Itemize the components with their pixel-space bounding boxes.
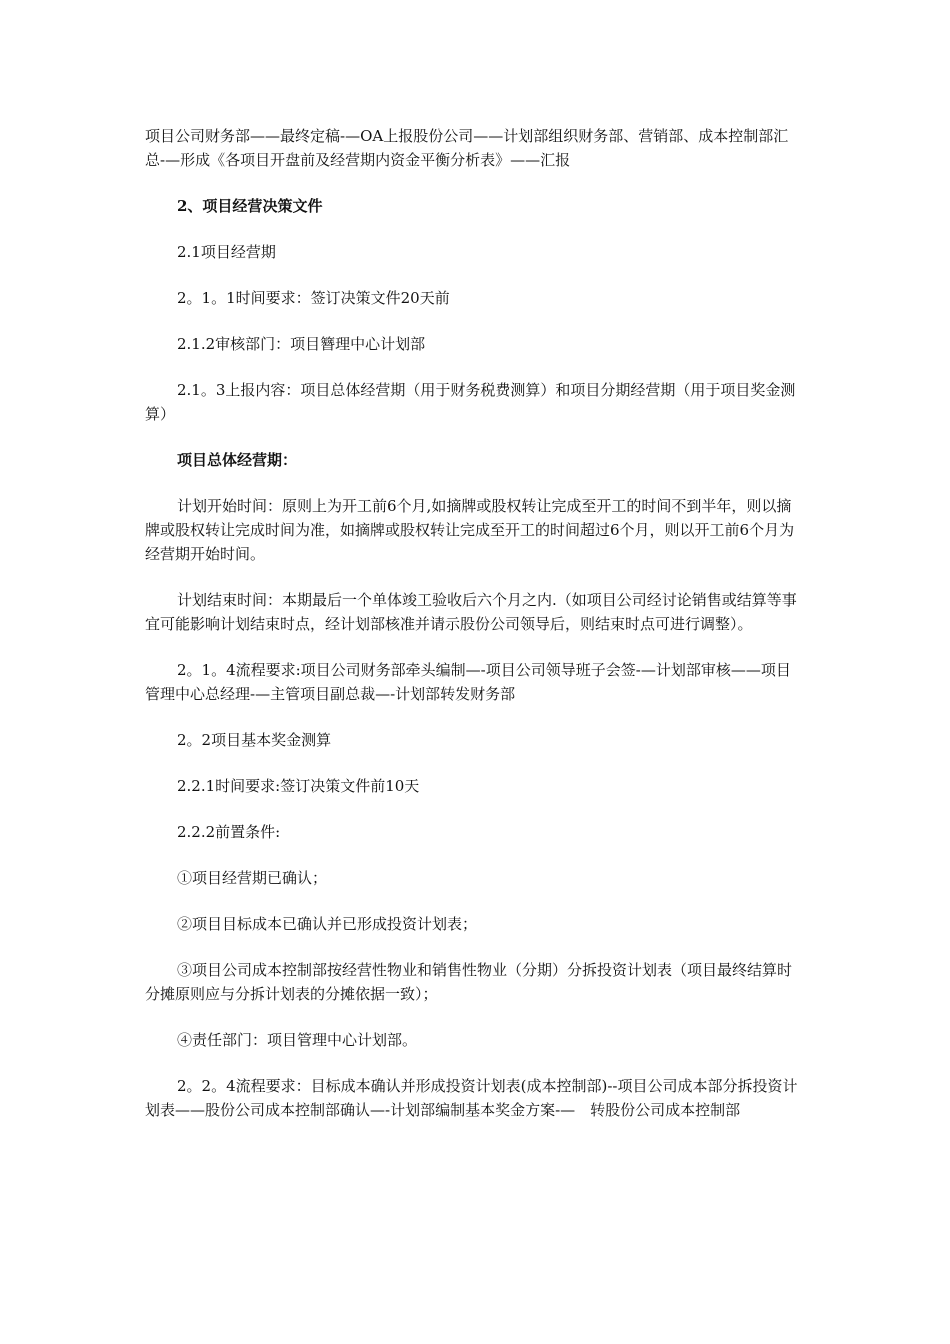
paragraph-preconditions: 2.2.2前置条件: [177,823,281,841]
paragraph-bonus-process: 2。2。4流程要求：目标成本确认并形成投资计划表(成本控制部)--项目公司成本部分拆投资计划表——股份公司成本控制部确认—-计划部编制基本奖金方案-— 转股份公司成本控制部 [145,1077,798,1119]
list-item-condition-2: ②项目目标成本已确认并已形成投资计划表； [177,915,478,933]
paragraph-report-content: 2.1。3上报内容：项目总体经营期（用于财务税费测算）和项目分期经营期（用于项目奖金测算） [145,381,796,423]
subheading-bonus-calc: 2。2项目基本奖金测算 [177,731,332,749]
paragraph-review-dept: 2.1.2审核部门：项目簪理中心计划部 [177,335,426,353]
subheading-operating-period: 2.1项目经营期 [177,243,276,261]
paragraph-bonus-time: 2.2.1时间要求:签订决策文件前10天 [177,777,420,795]
list-item-condition-4: ④责任部门：项目管理中心计划部。 [177,1031,418,1049]
paragraph-plan-start: 计划开始时间：原则上为开工前6个月,如摘牌或股权转让完成至开工的时间不到半年，则以摘牌或股权转让完成时间为准，如摘牌或股权转让完成至开工的时间超过6个月，则以开工前6个月为经营期开始时间。 [145,497,795,563]
paragraph-plan-end: 计划结束时间：本期最后一个单体竣工验收后六个月之内.（如项目公司经讨论销售或结算等事宜可能影响计划结束时点，经计划部核准并请示股份公司领导后，则结束时点可进行调整）。 [145,591,797,633]
list-item-condition-1: ①项目经营期已确认； [177,869,328,887]
paragraph-summary-flow: 项目公司财务部——最终定稿-—OA上报股份公司——计划部组织财务部、营销部、成本控制部汇总-—形成《各项目开盘前及经营期内资金平衡分析表》——汇报 [145,127,789,169]
paragraph-process-requirement: 2。1。4流程要求:项目公司财务部牵头编制—-项目公司领导班子会签-—计划部审核——项目管理中心总经理-—主管项目副总裁—-计划部转发财务部 [145,661,791,703]
subheading-overall-period: 项目总体经营期： [177,451,298,469]
list-item-condition-3: ③项目公司成本控制部按经营性物业和销售性物业（分期）分拆投资计划表（项目最终结算时分摊原则应与分拆计划表的分摊依据一致）； [145,961,793,1003]
paragraph-time-requirement: 2。1。1时间要求：签订决策文件20天前 [177,289,450,307]
document-body [145,124,805,1144]
section-heading-decision-docs: 2、项目经营决策文件 [177,197,323,215]
